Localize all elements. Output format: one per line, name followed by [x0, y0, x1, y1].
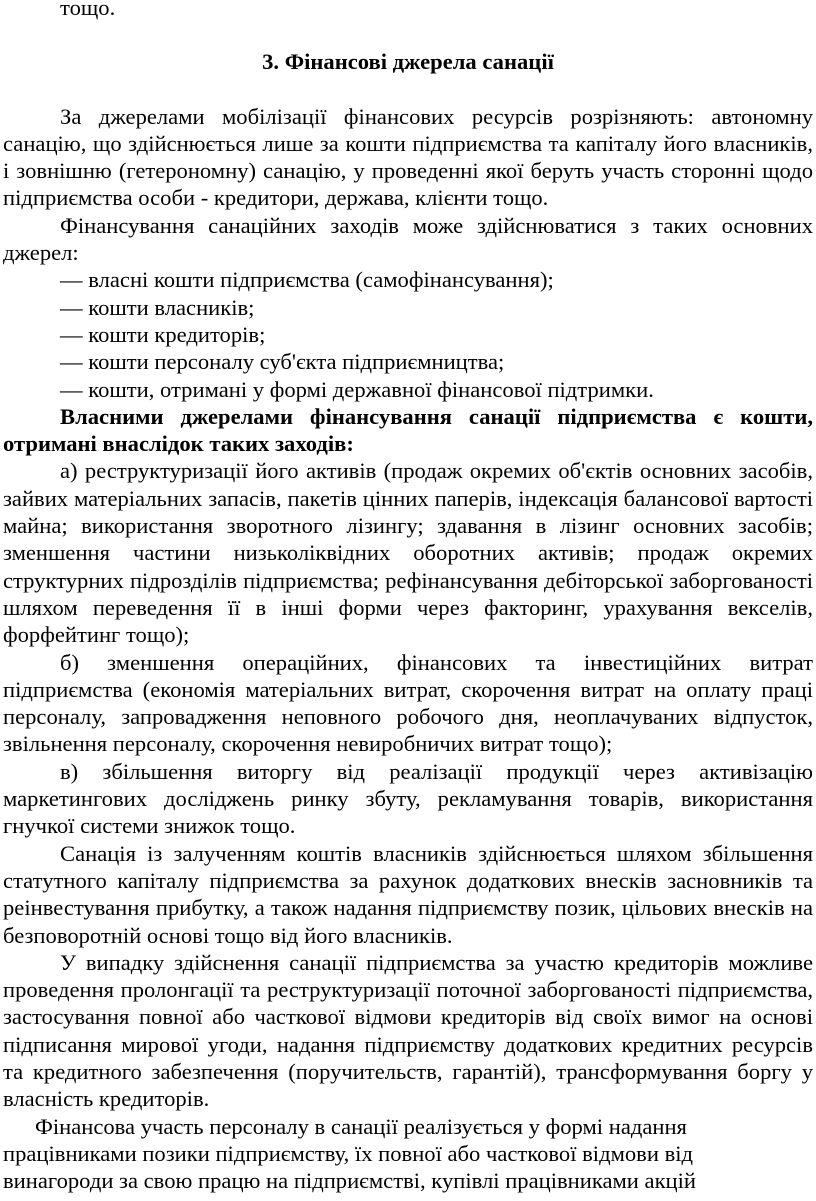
spacer [3, 76, 813, 103]
list-item: — кошти персоналу суб'єкта підприємництва; [60, 349, 505, 375]
item-a: а) реструктуризації його активів (продаж окремих об'єктів основних засобів, зайвих матеріальних запасів, пакетів цінних паперів, індексація балансової вартості майна; використання зворотного лізингу; здавання в лізинг основних засобів; зменшення частини низьколіквідних оборотних активів; продаж окремих структурних підрозділів підприємства; рефінансування дебіторської заборгованості шляхом переведення її в інші форми через факторинг, урахування векселів, форфейтинг тощо); [3, 458, 813, 648]
item-b: б) зменшення операційних, фінансових та інвестиційних витрат підприємства (економія матеріальних витрат, скорочення витрат на оплату праці персоналу, запровадження неповного робочого дня, неоплачуваних відпусток, звільнення персоналу, скорочення невиробничих витрат тощо); [3, 649, 813, 757]
section-heading: 3. Фінансові джерела санації [262, 49, 554, 75]
staff-line: Фінансова участь персоналу в санації реалізується у формі надання [35, 1113, 687, 1139]
paragraph-financing: Фінансування санаційних заходів може здійснюватися з таких основних джерел: [3, 212, 813, 266]
top-fragment: тощо. [60, 0, 116, 20]
paragraph-creditors: У випадку здійснення санації підприємства за участю кредиторів можливе проведення пролонгації та реструктуризації поточної заборгованості підприємства, застосування повної або часткової відмови кредиторів від своїх вимог на основі підписання мирової угоди, надання підприємству додаткових кредитних ресурсів та кредитного забезпечення (поручительств, гарантій), трансформування боргу у власність кредиторів. [3, 949, 813, 1112]
paragraph-sources: За джерелами мобілізації фінансових ресурсів розрізняють: автономну санацію, що здійснюється лише за кошти підприємства та капіталу його власників, і зовнішню (гетерономну) санацію, у проведенні якої беруть участь сторонні щодо підприємства особи - кредитори, держава, клієнти тощо. [3, 103, 813, 211]
list-item: — кошти власників; [60, 294, 255, 320]
item-c: в) збільшення виторгу від реалізації продукції через активізацію маркетингових досліджень ринку збуту, рекламування товарів, використання гнучкої системи знижок тощо. [3, 758, 813, 839]
paragraph-owners: Санація із залученням коштів власників здійснюється шляхом збільшення статутного капіталу підприємства за рахунок додаткових внесків засновників та реінвестування прибутку, а також надання підприємству позик, цільових внесків на безповоротній основі тощо від його власників. [3, 840, 813, 948]
list-item: — кошти, отримані у формі державної фінансової підтримки. [60, 376, 654, 402]
document-page [3, 0, 813, 1194]
spacer [3, 21, 813, 48]
paragraph-staff [3, 1113, 813, 1195]
bold-paragraph: Власними джерелами фінансування санації підприємства є кошти, отримані внаслідок таких заходів: [3, 403, 813, 457]
staff-line: працівниками позики підприємству, їх повної або часткової відмови від [3, 1140, 694, 1166]
list-item: — кошти кредиторів; [60, 321, 266, 347]
list-item: — власні кошти підприємства (самофінансування); [60, 267, 554, 293]
staff-line: винагороди за свою працю на підприємстві, купівлі працівниками акцій [3, 1168, 697, 1194]
